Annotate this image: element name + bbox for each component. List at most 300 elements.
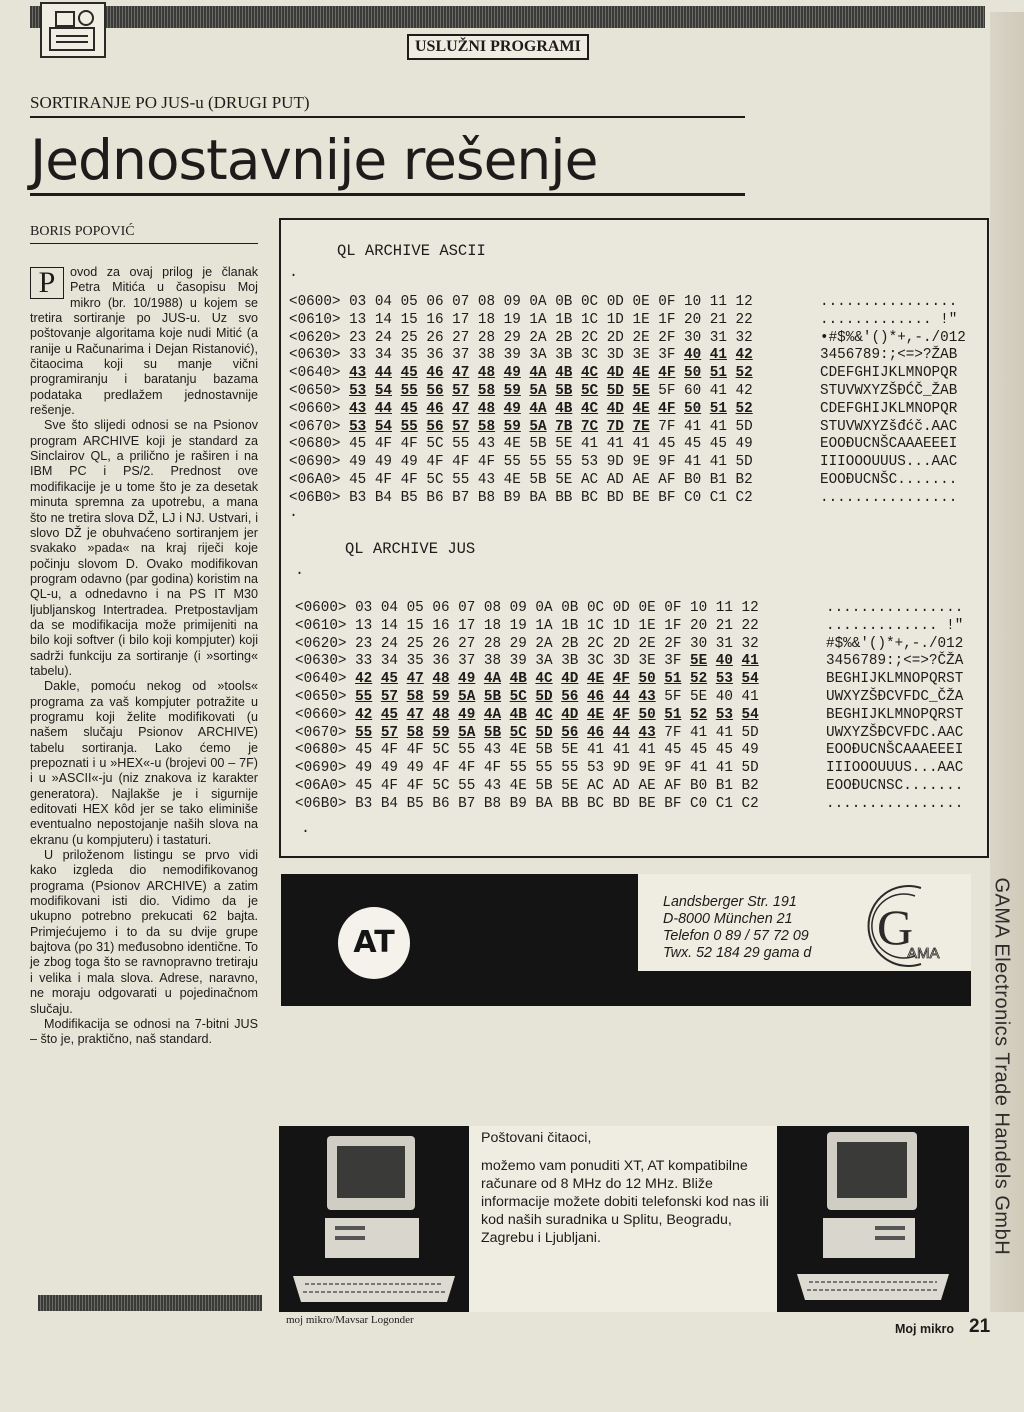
listing-byte: 41 (709, 454, 727, 471)
listing-byte: 47 (452, 365, 470, 382)
listing-byte: 0A (529, 294, 547, 310)
listing-byte: 19 (509, 617, 527, 634)
listing-byte: 0C (586, 600, 605, 616)
listing-byte: 43 (638, 688, 656, 705)
listing-dot: . (295, 562, 305, 579)
listing-address: <0690> (289, 454, 350, 471)
listing-byte: 45 (709, 436, 727, 453)
listing-byte: 1F (658, 311, 676, 328)
listing-byte: 41 (709, 418, 727, 435)
listing-byte: 9F (664, 760, 682, 777)
listing-byte: 5D (535, 688, 553, 705)
listing-byte: 49 (349, 454, 367, 471)
article-paragraph: P ovod za ovaj prilog je članak Petra Mitića u časopisu Moj mikro (br. 10/1988) u kojem se tretira sortiranje po JUS-u. Uz svo poštovanje algoritama koje nudi Mitić (a ranije u Računarima i Dejan Ristanović), čitaocima koji su manje vični programiranju i baratanju bazama podataka predlažem jednostavnije rešenje. (30, 265, 258, 418)
listing-row (295, 618, 759, 636)
listing-byte: AD (606, 471, 624, 488)
listing-byte: 49 (735, 436, 753, 453)
listing-byte: 41 (638, 742, 656, 759)
listing-byte: 5B (483, 688, 502, 705)
listing-byte: 5C (580, 382, 599, 399)
listing-byte: 55 (458, 777, 476, 794)
listing-byte: 20 (690, 617, 708, 634)
listing-byte: 26 (426, 329, 444, 346)
listing-byte: 53 (349, 418, 367, 435)
listing-byte: 45 (400, 365, 418, 382)
listing-byte: 10 (684, 294, 702, 310)
listing-byte: 4F (380, 777, 398, 794)
listing-byte: 5E (555, 471, 573, 488)
listing-byte: 4F (483, 760, 502, 777)
listing-byte: 47 (406, 671, 424, 688)
listing-byte: 2B (555, 329, 573, 346)
listing-ascii-text: #$%&'()*+,-./012 (826, 635, 964, 652)
listing-byte: 57 (380, 688, 398, 705)
listing-byte: 26 (432, 635, 450, 652)
listing-address: <0630> (289, 347, 350, 364)
listing-byte: 43 (483, 777, 502, 794)
listing-byte: BB (555, 489, 573, 506)
listing-byte: 4B (555, 400, 573, 417)
listing-byte: 24 (374, 329, 392, 346)
listing-byte: 5D (741, 724, 759, 741)
listing-byte: 4D (606, 365, 624, 382)
listing-byte: 41 (709, 382, 727, 399)
listing-byte: 4E (503, 436, 521, 453)
page-title: Jednostavnije rešenje (30, 128, 598, 192)
listing-byte: 42 (355, 671, 373, 688)
listing-byte: 28 (477, 329, 496, 346)
listing-byte: 1C (586, 617, 605, 634)
listing-row (295, 760, 759, 778)
listing-ascii-text: ............. !" (826, 617, 964, 634)
listing-byte: B5 (406, 795, 424, 812)
listing-byte: B2 (735, 471, 753, 488)
listing-byte: 31 (709, 329, 727, 346)
listing-byte: 20 (684, 311, 702, 328)
listing-byte: 4C (580, 365, 599, 382)
listing-byte: 50 (684, 400, 702, 417)
listing-address: <0680> (289, 436, 350, 453)
listing-byte: 5B (529, 471, 547, 488)
listing-address: <0630> (295, 653, 356, 670)
listing-byte: 0C (580, 294, 599, 310)
listing-byte: 1D (606, 311, 624, 328)
listing-byte: 43 (349, 400, 367, 417)
listing-byte: 56 (561, 724, 579, 741)
listing-byte: 49 (503, 400, 521, 417)
listing-byte: 4F (406, 777, 424, 794)
listing-byte: 4D (606, 400, 624, 417)
listing-ascii-text: EOOĐUCNSC....... (826, 777, 964, 794)
listing-byte: B4 (374, 489, 392, 506)
listing-address: <0670> (289, 418, 350, 435)
listing-byte: 52 (735, 400, 753, 417)
listing-byte: 2C (586, 635, 605, 652)
article-paragraph: U priloženom listingu se prvo vidi kako izgleda dio nemodifikovanog programa (Psionov ARCHIVE) a zatim modifikovani isti dio. Vidimo da je ukupno potrebno prekucati 62 bajta. Primjećujemo i to da su dvije grupe bajtova (po 31) međusobno identične. To je zbog toga što se ravnopravno tretiraju i velika i mala slova. Adrese, naravno, ne moraju odgovarati u pojedinačnom slučaju. (30, 848, 258, 1016)
listing-byte: 5C (509, 688, 527, 705)
listing-title-ascii: QL ARCHIVE ASCII (337, 242, 486, 260)
listing-byte: 55 (452, 471, 470, 488)
listing-byte: B0 (690, 777, 708, 794)
listing-byte: B6 (426, 489, 444, 506)
listing-ascii-text: EOOĐUCNŠC....... (820, 471, 958, 488)
listing-byte: 41 (741, 653, 759, 670)
listing-byte: 3C (580, 347, 599, 364)
listing-byte: 4C (580, 400, 599, 417)
listing-byte: 0B (555, 294, 573, 310)
listing-address: <0690> (295, 760, 356, 777)
listing-byte: 3F (658, 347, 676, 364)
listing-byte: 7B (555, 418, 573, 435)
listing-address: <0650> (289, 382, 350, 399)
listing-byte: BE (632, 489, 650, 506)
listing-byte: 45 (349, 471, 367, 488)
listing-byte: 4B (509, 706, 527, 723)
listing-byte: 27 (458, 635, 476, 652)
listing-byte: 25 (406, 635, 424, 652)
listing-byte: 5E (561, 742, 579, 759)
listing-byte: 41 (632, 436, 650, 453)
article-paragraph: Modifikacija se odnosi na 7-bitni JUS – što je, praktično, naš standard. (30, 1016, 258, 1047)
listing-row (289, 294, 753, 312)
listing-byte: AC (586, 777, 605, 794)
gama-advertisement (281, 874, 971, 1006)
listing-byte: 3C (586, 653, 605, 670)
listing-byte: 06 (432, 600, 450, 616)
listing-byte: 3B (555, 347, 573, 364)
listing-byte: 06 (426, 294, 444, 310)
svg-text:AMA: AMA (907, 945, 940, 962)
listing-byte: 30 (684, 329, 702, 346)
listing-byte: 45 (690, 742, 708, 759)
listing-row (295, 778, 759, 796)
listing-byte: 37 (458, 653, 476, 670)
listing-address: <0660> (295, 706, 356, 723)
listing-byte: 48 (477, 365, 496, 382)
listing-byte: 9E (638, 760, 656, 777)
listing-byte: 4E (509, 777, 527, 794)
listing-byte: 2D (612, 635, 630, 652)
listing-byte: 55 (561, 760, 579, 777)
listing-byte: 0E (632, 294, 650, 310)
listing-byte: C1 (709, 489, 727, 506)
listing-address: <06A0> (295, 777, 356, 794)
listing-byte: C2 (741, 795, 759, 812)
listing-ascii-text: IIIOOOUUUS...AAC (826, 760, 964, 777)
listing-byte: AC (580, 471, 599, 488)
section-label: USLUŽNI PROGRAMI (407, 34, 589, 60)
listing-byte: 13 (355, 617, 373, 634)
listing-byte: 34 (374, 347, 392, 364)
listing-byte: 55 (458, 742, 476, 759)
listing-byte: 33 (349, 347, 367, 364)
listing-byte: 45 (400, 400, 418, 417)
listing-rows-jus (295, 600, 759, 814)
listing-byte: 4E (586, 706, 605, 723)
listing-byte: 29 (503, 329, 521, 346)
listing-byte: 55 (355, 688, 373, 705)
listing-byte: 5A (458, 688, 476, 705)
listing-byte: 17 (458, 617, 476, 634)
listing-byte: 50 (638, 706, 656, 723)
listing-row (289, 365, 753, 383)
listing-byte: 5C (426, 436, 444, 453)
gama-address: Landsberger Str. 191 D-8000 München 21 Telefon 0 89 / 57 72 09 Twx. 52 184 29 gama d (663, 894, 812, 961)
listing-byte: 5D (741, 760, 759, 777)
listing-byte: 46 (586, 724, 605, 741)
listing-ascii-text: CDEFGHIJKLMNOPQR (820, 365, 958, 382)
listing-dot: . (289, 504, 299, 521)
listing-ascii-text: UWXYZŠĐCVFDC_ČŽA (826, 688, 964, 705)
listing-byte: 41 (690, 724, 708, 741)
listing-byte: 3D (612, 653, 630, 670)
listing-address: <0620> (289, 329, 350, 346)
listing-byte: B8 (483, 795, 502, 812)
computer-photo-icon (777, 1126, 969, 1312)
listing-byte: 59 (503, 382, 521, 399)
gama-logo (841, 882, 953, 970)
listing-byte: 21 (715, 617, 733, 634)
listing-byte: 32 (735, 329, 753, 346)
listing-byte: 4F (400, 436, 418, 453)
listing-byte: 2F (664, 635, 682, 652)
listing-byte: 49 (503, 365, 521, 382)
listing-byte: B1 (709, 471, 727, 488)
listing-byte: 4C (535, 671, 553, 688)
listing-byte: 11 (715, 600, 733, 616)
listing-row (295, 653, 759, 671)
listing-byte: 1B (561, 617, 579, 634)
listing-byte: BC (586, 795, 605, 812)
listing-byte: 28 (483, 635, 502, 652)
listing-byte: 05 (400, 294, 418, 310)
listing-byte: 55 (400, 382, 418, 399)
listing-byte: B3 (355, 795, 373, 812)
listing-byte: 4E (586, 671, 605, 688)
listing-row (289, 330, 753, 348)
listing-byte: 4F (406, 742, 424, 759)
listing-byte: 4A (483, 671, 502, 688)
listing-byte: 23 (355, 635, 373, 652)
listing-address: <0610> (295, 617, 356, 634)
listing-byte: 5D (735, 418, 753, 435)
listing-row (295, 796, 759, 814)
listing-byte: 30 (690, 635, 708, 652)
footer-rule (38, 1295, 262, 1311)
listing-byte: 37 (452, 347, 470, 364)
listing-byte: 29 (509, 635, 527, 652)
listing-byte: 48 (432, 671, 450, 688)
listing-ascii-column (820, 294, 966, 508)
listing-ascii-text: ................ (820, 294, 958, 310)
pc-ad-body: možemo vam ponuditi XT, AT kompatibilne računare od 8 MHz do 12 MHz. Bliže informacije možete dobiti telefonski kod nas ili kod naših suradnika u Splitu, Beogradu, Zagrebu i Ljubljani. (481, 1157, 769, 1246)
listing-byte: AF (658, 471, 676, 488)
listing-byte: 43 (638, 724, 656, 741)
listing-byte: 2D (606, 329, 624, 346)
listing-byte: 51 (664, 671, 682, 688)
listing-byte: 5E (632, 382, 650, 399)
listing-byte: 0B (561, 600, 579, 616)
listing-byte: 1A (535, 617, 553, 634)
listing-byte: 5F (664, 688, 682, 705)
listing-byte: 27 (452, 329, 470, 346)
listing-byte: 47 (452, 400, 470, 417)
listing-address: <0680> (295, 742, 356, 759)
listing-byte: 43 (483, 742, 502, 759)
listing-byte: 05 (406, 600, 424, 616)
listing-byte: 52 (735, 365, 753, 382)
photo-credit: moj mikro/Mavsar Logonder (286, 1314, 414, 1326)
listing-byte: AF (664, 777, 682, 794)
listing-dot: . (289, 264, 299, 281)
listing-byte: 41 (684, 418, 702, 435)
listing-byte: 5D (735, 454, 753, 471)
listing-byte: 58 (477, 418, 496, 435)
listing-byte: 56 (561, 688, 579, 705)
listing-row (295, 707, 759, 725)
listing-address: <0610> (289, 311, 350, 328)
listing-byte: 21 (709, 311, 727, 328)
listing-row (295, 600, 759, 618)
listing-ascii-text: CDEFGHIJKLMNOPQR (820, 400, 958, 417)
listing-byte: 4F (452, 454, 470, 471)
svg-text:G: G (877, 899, 914, 955)
listing-byte: 4F (400, 471, 418, 488)
listing-byte: 4E (503, 471, 521, 488)
listing-byte: 47 (406, 706, 424, 723)
listing-byte: 4F (658, 365, 676, 382)
listing-byte: 4F (432, 760, 450, 777)
listing-byte: 5D (606, 382, 624, 399)
listing-byte: BB (561, 795, 579, 812)
listing-row (289, 454, 753, 472)
listing-byte: 5B (483, 724, 502, 741)
listing-byte: 41 (690, 760, 708, 777)
listing-byte: 45 (715, 742, 733, 759)
listing-byte: 5C (509, 724, 527, 741)
pc-ad-greeting: Poštovani čitaoci, (481, 1130, 592, 1146)
listing-byte: 58 (477, 382, 496, 399)
listing-byte: 60 (684, 382, 702, 399)
listing-byte: 0F (664, 600, 682, 616)
listing-byte: B7 (452, 489, 470, 506)
listing-byte: 55 (535, 760, 553, 777)
listing-byte: 5E (561, 777, 579, 794)
listing-byte: AE (638, 777, 656, 794)
listing-byte: AD (612, 777, 630, 794)
listing-byte: 53 (580, 454, 599, 471)
listing-byte: 33 (355, 653, 373, 670)
listing-byte: 2F (658, 329, 676, 346)
listing-byte: 44 (374, 400, 392, 417)
listing-byte: 52 (690, 706, 708, 723)
listing-byte: 7D (606, 418, 624, 435)
ad-black-panel (281, 874, 638, 1006)
listing-byte: 36 (426, 347, 444, 364)
listing-ascii-text: BEGHIJKLMNOPQRST (826, 706, 964, 723)
listing-byte: BC (580, 489, 599, 506)
computer-photo-icon (279, 1126, 469, 1312)
listing-byte: 19 (503, 311, 521, 328)
listing-byte: 7E (632, 418, 650, 435)
listing-byte: 45 (380, 671, 398, 688)
listing-byte: 41 (709, 347, 727, 364)
listing-byte: 4A (529, 365, 547, 382)
article-kicker: SORTIRANJE PO JUS-u (DRUGI PUT) (30, 93, 310, 112)
listing-byte: 41 (586, 742, 605, 759)
listing-row (289, 347, 753, 365)
listing-byte: 2E (632, 329, 650, 346)
listing-byte: 4A (529, 400, 547, 417)
listing-byte: 4F (612, 706, 630, 723)
listing-byte: 45 (380, 706, 398, 723)
listing-byte: 15 (400, 311, 418, 328)
listing-byte: 4B (509, 671, 527, 688)
listing-row (289, 490, 753, 508)
listing-byte: 4C (535, 706, 553, 723)
listing-byte: BD (606, 489, 624, 506)
listing-byte: 42 (735, 347, 753, 364)
listing-address: <0600> (289, 294, 350, 310)
listing-ascii-text: EOOĐUCNŠCAAAEEEI (826, 742, 964, 759)
listing-address: <0640> (295, 671, 356, 688)
listing-address: <0620> (295, 635, 356, 652)
listing-rows-ascii (289, 294, 753, 508)
listing-row (289, 472, 753, 490)
listing-byte: 39 (509, 653, 527, 670)
listing-byte: 41 (580, 436, 599, 453)
listing-byte: 2A (529, 329, 547, 346)
listing-byte: 41 (715, 724, 733, 741)
listing-address: <0600> (295, 600, 356, 616)
listing-byte: 48 (477, 400, 496, 417)
kicker-rule (30, 116, 745, 118)
listing-byte: 44 (612, 724, 630, 741)
listing-byte: 45 (355, 777, 373, 794)
page-number: 21 (969, 1316, 991, 1337)
listing-byte: 49 (406, 760, 424, 777)
listing-byte: BD (612, 795, 630, 812)
listing-byte: 0D (606, 294, 624, 310)
listing-byte: 5C (432, 742, 450, 759)
listing-title-jus: QL ARCHIVE JUS (345, 540, 476, 558)
listing-byte: 39 (503, 347, 521, 364)
listing-byte: 59 (432, 688, 450, 705)
listing-byte: 36 (432, 653, 450, 670)
listing-byte: 53 (349, 382, 367, 399)
author-byline: BORIS POPOVIĆ (30, 224, 135, 239)
listing-byte: AE (632, 471, 650, 488)
listing-byte: 07 (458, 600, 476, 616)
headline-rule (30, 193, 745, 196)
at-badge: AT (338, 907, 410, 979)
listing-byte: 04 (374, 294, 392, 310)
listing-byte: B3 (349, 489, 367, 506)
listing-byte: 16 (432, 617, 450, 634)
byline-rule (30, 243, 258, 244)
listing-row (295, 671, 759, 689)
listing-byte: 46 (426, 400, 444, 417)
listing-address: <06A0> (289, 471, 350, 488)
listing-byte: 2B (561, 635, 579, 652)
hex-listing-box (279, 218, 989, 858)
listing-byte: 35 (400, 347, 418, 364)
listing-byte: 3A (535, 653, 553, 670)
listing-jus-column (826, 600, 963, 814)
listing-byte: 1E (638, 617, 656, 634)
listing-address: <0660> (289, 400, 350, 417)
listing-byte: 41 (606, 436, 624, 453)
